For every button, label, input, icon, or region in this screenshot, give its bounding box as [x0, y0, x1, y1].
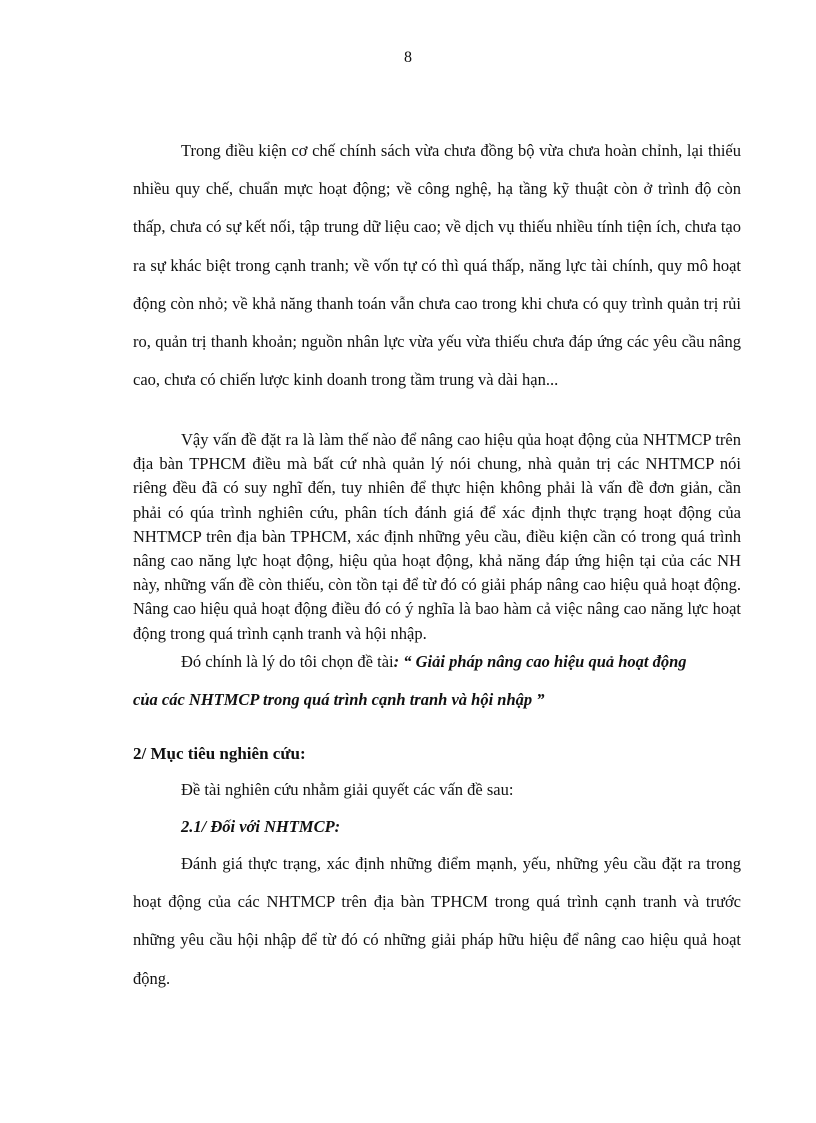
paragraph-topic-line1: [133, 646, 741, 678]
paragraph-topic-line2: [133, 684, 741, 716]
sub-heading: 2.1/ Đối với NHTMCP:: [181, 817, 341, 836]
page-number: 8: [404, 49, 412, 66]
section-heading: 2/ Mục tiêu nghiên cứu:: [133, 744, 306, 763]
paragraph-problem: Vậy vấn đề đặt ra là làm thế nào để nâng cao hiệu qủa hoạt động của NHTMCP trên địa bàn TPHCM điều mà bất cứ nhà quản lý nói chung, nhà quản trị các NHTMCP nói riêng đều đã có suy nghĩ đến, tuy nhiên để thực hiện không phải là vấn đề đơn giản, cần phải có qúa trình nghiên cứu, phân tích đánh giá để xác định thực trạng hoạt động của NHTMCP trên địa bàn TPHCM, xác định những yêu cầu, điều kiện cần có trong quá trình nâng cao năng lực hoạt động, hiệu qủa hoạt động, khả năng đáp ứng hiện tại của các NH này, những vấn đề còn thiếu, còn tồn tại để từ đó có giải pháp nâng cao hiệu quả hoạt động. Nâng cao hiệu quả hoạt động điều đó có ý nghĩa là bao hàm cả việc nâng cao năng lực hoạt động trong quá trình cạnh tranh và hội nhập.: [133, 430, 741, 643]
paragraph-objective: Đánh giá thực trạng, xác định những điểm mạnh, yếu, những yêu cầu đặt ra trong hoạt động của các NHTMCP trên địa bàn TPHCM trong quá trình cạnh tranh và trước những yêu cầu hội nhập để từ đó có những giải pháp hữu hiệu để nâng cao hiệu quả hoạt động.: [133, 854, 741, 988]
topic-title-2: của các NHTMCP trong quá trình cạnh tranh và hội nhập ”: [133, 689, 545, 709]
topic-lead: Đó chính là lý do tôi chọn đề tài: [181, 651, 394, 671]
paragraph-context: Trong điều kiện cơ chế chính sách vừa chưa đồng bộ vừa chưa hoàn chỉnh, lại thiếu nhiều quy chế, chuẩn mực hoạt động; về công nghệ, hạ tầng kỹ thuật còn ở trình độ còn thấp, chưa có sự kết nối, tập trung dữ liệu cao; về dịch vụ thiếu nhiều tính tiện ích, chưa tạo ra sự khác biệt trong cạnh tranh; về vốn tự có thì quá thấp, năng lực tài chính, quy mô hoạt động còn nhỏ; về khả năng thanh toán vẫn chưa cao trong khi chưa có quy trình quản trị rủi ro, quản trị thanh khoản; nguồn nhân lực vừa yếu vừa thiếu chưa đáp ứng các yêu cầu nâng cao, chưa có chiến lược kinh doanh trong tầm trung và dài hạn...: [133, 141, 741, 390]
topic-title-1: : “ Giải pháp nâng cao hiệu quả hoạt động: [393, 651, 687, 671]
document-body-2: [133, 428, 741, 716]
document-body: [133, 132, 741, 399]
section-2: [133, 737, 741, 998]
paragraph-intro: Đề tài nghiên cứu nhằm giải quyết các vấn đề sau:: [181, 780, 514, 799]
